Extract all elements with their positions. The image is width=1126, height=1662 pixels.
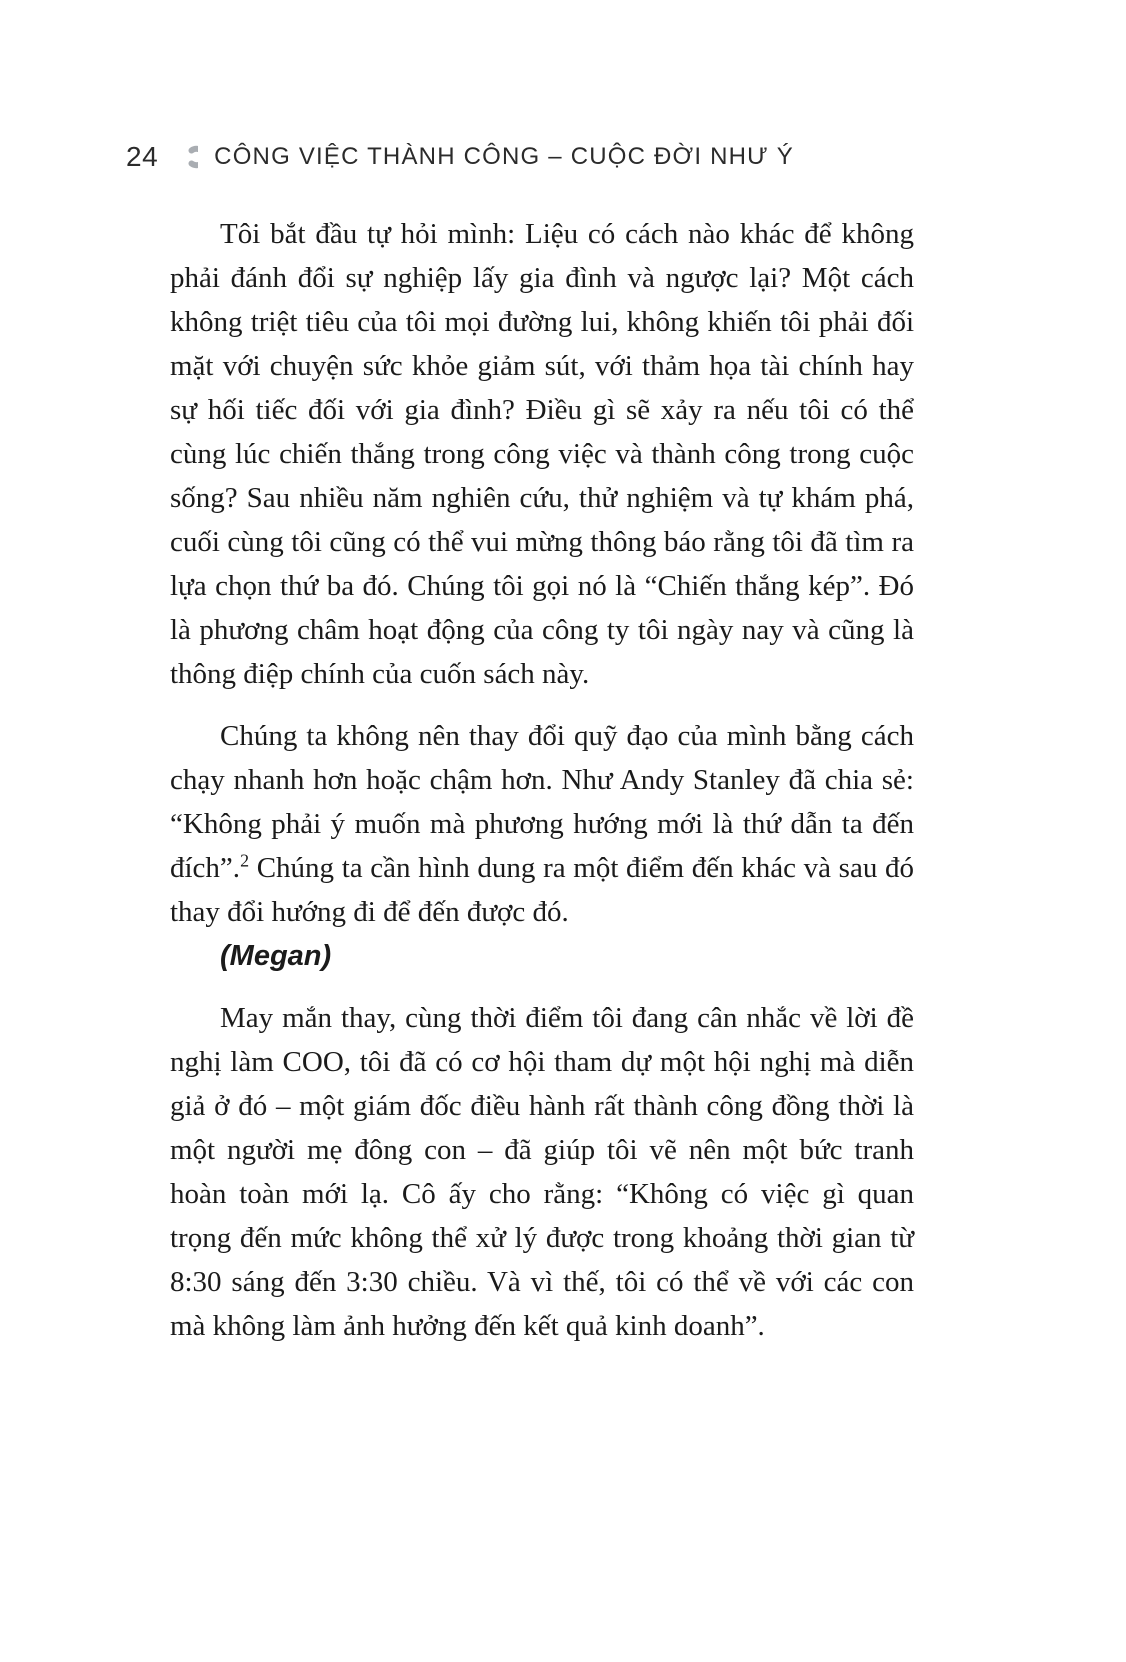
- paragraph-text-before-footnote: Chúng ta không nên thay đổi quỹ đạo của mình bằng cách chạy nhanh hơn hoặc chậm hơn. Như Andy Stanley đã chia sẻ: “Không phải ý muốn mà phương hướng mới là thứ dẫn ta đến đích”.: [170, 720, 914, 884]
- paragraph: Tôi bắt đầu tự hỏi mình: Liệu có cách nào khác để không phải đánh đổi sự nghiệp lấy gia đình và ngược lại? Một cách không triệt tiêu của tôi mọi đường lui, không khiến tôi phải đối mặt với chuyện sức khỏe giảm sút, với thảm họa tài chính hay sự hối tiếc đối với gia đình? Điều gì sẽ xảy ra nếu tôi có thể cùng lúc chiến thắng trong công việc và thành công trong cuộc sống? Sau nhiều năm nghiên cứu, thử nghiệm và tự khám phá, cuối cùng tôi cũng có thể vui mừng thông báo rằng tôi đã tìm ra lựa chọn thứ ba đó. Chúng tôi gọi nó là “Chiến thắng kép”. Đó là phương châm hoạt động của công ty tôi ngày nay và cũng là thông điệp chính của cuốn sách này.: [170, 218, 914, 690]
- page-number: 24: [126, 141, 159, 172]
- body-text: [170, 212, 914, 1366]
- paragraph: [170, 714, 914, 934]
- running-header: [126, 141, 1006, 173]
- paragraph: May mắn thay, cùng thời điểm tôi đang cân nhắc về lời đề nghị làm COO, tôi đã có cơ hội tham dự một hội nghị mà diễn giả ở đó – một giám đốc điều hành rất thành công đồng thời là một người mẹ đông con – đã giúp tôi vẽ nên một bức tranh hoàn toàn mới lạ. Cô ấy cho rằng: “Không có việc gì quan trọng đến mức không thể xử lý được trong khoảng thời gian từ 8:30 sáng đến 3:30 chiều. Và vì thế, tôi có thể về với các con mà không làm ảnh hưởng đến kết quả kinh doanh”.: [170, 1002, 914, 1342]
- footnote-reference: 2: [240, 850, 250, 871]
- header-title: CÔNG VIỆC THÀNH CÔNG – CUỘC ĐỜI NHƯ Ý: [214, 143, 794, 170]
- paragraph-text-after-footnote: Chúng ta cần hình dung ra một điểm đến khác và sau đó thay đổi hướng đi để đến được đó.: [170, 852, 914, 928]
- swirl-bullet-icon: [174, 145, 198, 169]
- section-heading-megan: (Megan): [220, 940, 332, 972]
